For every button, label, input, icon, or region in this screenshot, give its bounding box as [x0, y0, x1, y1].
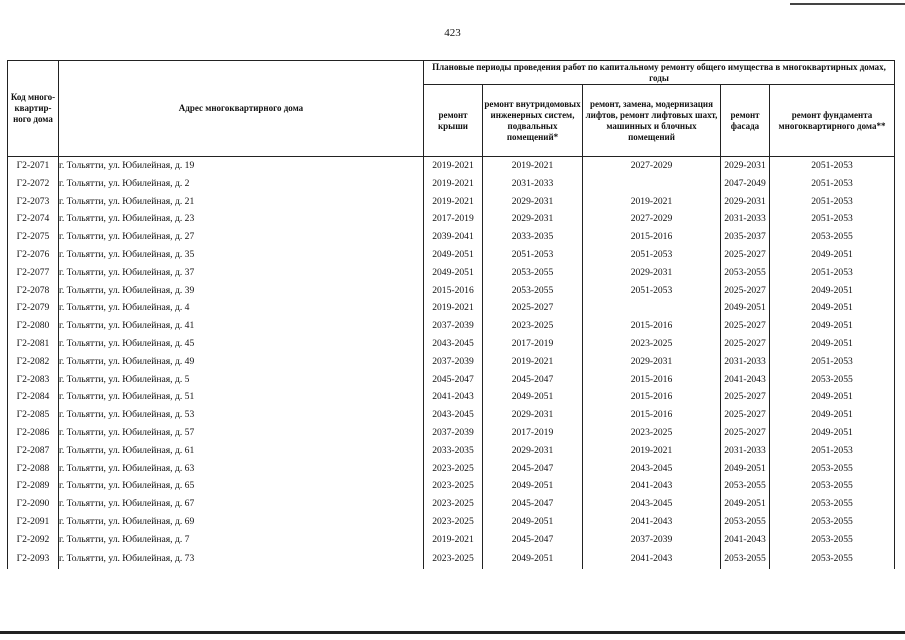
cell-roof: 2023-2025	[424, 513, 483, 531]
cell-facade: 2049-2051	[721, 299, 770, 317]
cell-foundation: 2053-2055	[770, 477, 895, 495]
cell-foundation: 2051-2053	[770, 442, 895, 460]
cell-roof: 2033-2035	[424, 442, 483, 460]
table-row	[8, 424, 895, 442]
cell-address: г. Тольятти, ул. Юбилейная, д. 39	[59, 282, 424, 300]
cell-address: г. Тольятти, ул. Юбилейная, д. 57	[59, 424, 424, 442]
cell-foundation: 2053-2055	[770, 531, 895, 549]
cell-roof: 2049-2051	[424, 246, 483, 264]
cell-facade: 2053-2055	[721, 513, 770, 531]
header-systems: ремонт внутридомовых инженерных систем, подвальных помещений*	[483, 85, 583, 157]
cell-code: Г2-2082	[8, 353, 59, 371]
cell-roof: 2043-2045	[424, 335, 483, 353]
cell-code: Г2-2088	[8, 460, 59, 478]
cell-facade: 2053-2055	[721, 264, 770, 282]
table-row	[8, 335, 895, 353]
cell-code: Г2-2089	[8, 477, 59, 495]
cell-systems: 2045-2047	[483, 460, 583, 478]
cell-foundation: 2053-2055	[770, 460, 895, 478]
cell-foundation: 2053-2055	[770, 371, 895, 389]
cell-elevators: 2043-2045	[583, 495, 721, 513]
cell-foundation: 2049-2051	[770, 246, 895, 264]
table-row	[8, 477, 895, 495]
cell-systems: 2019-2021	[483, 353, 583, 371]
table-row	[8, 531, 895, 549]
cell-systems: 2045-2047	[483, 371, 583, 389]
cell-roof: 2015-2016	[424, 282, 483, 300]
cell-systems: 2049-2051	[483, 549, 583, 569]
top-rule	[790, 3, 905, 5]
cell-foundation: 2049-2051	[770, 388, 895, 406]
cell-address: г. Тольятти, ул. Юбилейная, д. 7	[59, 531, 424, 549]
cell-code: Г2-2074	[8, 210, 59, 228]
cell-elevators: 2041-2043	[583, 477, 721, 495]
cell-elevators	[583, 175, 721, 193]
cell-address: г. Тольятти, ул. Юбилейная, д. 51	[59, 388, 424, 406]
cell-roof: 2019-2021	[424, 193, 483, 211]
cell-facade: 2025-2027	[721, 282, 770, 300]
cell-facade: 2031-2033	[721, 442, 770, 460]
table-row	[8, 228, 895, 246]
cell-elevators: 2041-2043	[583, 549, 721, 569]
cell-systems: 2017-2019	[483, 424, 583, 442]
cell-code: Г2-2075	[8, 228, 59, 246]
cell-systems: 2029-2031	[483, 442, 583, 460]
cell-code: Г2-2071	[8, 157, 59, 175]
cell-elevators: 2041-2043	[583, 513, 721, 531]
table-row	[8, 495, 895, 513]
cell-address: г. Тольятти, ул. Юбилейная, д. 5	[59, 371, 424, 389]
cell-foundation: 2051-2053	[770, 264, 895, 282]
cell-facade: 2031-2033	[721, 210, 770, 228]
table-row	[8, 549, 895, 569]
cell-elevators: 2043-2045	[583, 460, 721, 478]
cell-systems: 2049-2051	[483, 388, 583, 406]
cell-foundation: 2051-2053	[770, 210, 895, 228]
cell-code: Г2-2092	[8, 531, 59, 549]
table-row	[8, 317, 895, 335]
cell-facade: 2041-2043	[721, 371, 770, 389]
cell-roof: 2023-2025	[424, 495, 483, 513]
cell-code: Г2-2086	[8, 424, 59, 442]
cell-foundation: 2053-2055	[770, 513, 895, 531]
cell-systems: 2025-2027	[483, 299, 583, 317]
cell-elevators: 2015-2016	[583, 406, 721, 424]
cell-facade: 2031-2033	[721, 353, 770, 371]
cell-roof: 2037-2039	[424, 424, 483, 442]
cell-code: Г2-2083	[8, 371, 59, 389]
cell-code: Г2-2084	[8, 388, 59, 406]
cell-systems: 2053-2055	[483, 282, 583, 300]
cell-elevators: 2019-2021	[583, 193, 721, 211]
cell-elevators: 2051-2053	[583, 246, 721, 264]
cell-address: г. Тольятти, ул. Юбилейная, д. 23	[59, 210, 424, 228]
cell-address: г. Тольятти, ул. Юбилейная, д. 49	[59, 353, 424, 371]
table-row	[8, 299, 895, 317]
cell-address: г. Тольятти, ул. Юбилейная, д. 73	[59, 549, 424, 569]
cell-address: г. Тольятти, ул. Юбилейная, д. 19	[59, 157, 424, 175]
cell-elevators: 2029-2031	[583, 264, 721, 282]
cell-roof: 2023-2025	[424, 549, 483, 569]
cell-address: г. Тольятти, ул. Юбилейная, д. 61	[59, 442, 424, 460]
cell-roof: 2019-2021	[424, 175, 483, 193]
cell-foundation: 2053-2055	[770, 549, 895, 569]
cell-foundation: 2049-2051	[770, 299, 895, 317]
cell-systems: 2029-2031	[483, 406, 583, 424]
cell-address: г. Тольятти, ул. Юбилейная, д. 37	[59, 264, 424, 282]
cell-foundation: 2051-2053	[770, 175, 895, 193]
header-address: Адрес многоквартирного дома	[59, 61, 424, 157]
cell-roof: 2019-2021	[424, 531, 483, 549]
cell-code: Г2-2093	[8, 549, 59, 569]
cell-elevators	[583, 299, 721, 317]
cell-systems: 2029-2031	[483, 193, 583, 211]
cell-facade: 2025-2027	[721, 388, 770, 406]
cell-code: Г2-2076	[8, 246, 59, 264]
cell-facade: 2049-2051	[721, 495, 770, 513]
repair-schedule-table	[7, 60, 895, 569]
cell-address: г. Тольятти, ул. Юбилейная, д. 45	[59, 335, 424, 353]
cell-systems: 2053-2055	[483, 264, 583, 282]
table-row	[8, 193, 895, 211]
cell-address: г. Тольятти, ул. Юбилейная, д. 4	[59, 299, 424, 317]
cell-elevators: 2015-2016	[583, 317, 721, 335]
cell-roof: 2037-2039	[424, 353, 483, 371]
cell-systems: 2045-2047	[483, 495, 583, 513]
cell-roof: 2041-2043	[424, 388, 483, 406]
table-row	[8, 175, 895, 193]
cell-code: Г2-2079	[8, 299, 59, 317]
bottom-rule	[0, 631, 905, 634]
cell-elevators: 2027-2029	[583, 157, 721, 175]
table-row	[8, 513, 895, 531]
cell-systems: 2049-2051	[483, 513, 583, 531]
cell-roof: 2017-2019	[424, 210, 483, 228]
table-row	[8, 460, 895, 478]
header-roof: ремонт крыши	[424, 85, 483, 157]
cell-address: г. Тольятти, ул. Юбилейная, д. 63	[59, 460, 424, 478]
table-row	[8, 442, 895, 460]
cell-elevators: 2015-2016	[583, 228, 721, 246]
cell-systems: 2031-2033	[483, 175, 583, 193]
cell-roof: 2023-2025	[424, 477, 483, 495]
cell-roof: 2039-2041	[424, 228, 483, 246]
cell-facade: 2029-2031	[721, 193, 770, 211]
table-row	[8, 157, 895, 175]
table-header	[8, 61, 895, 157]
cell-facade: 2025-2027	[721, 335, 770, 353]
cell-code: Г2-2085	[8, 406, 59, 424]
cell-foundation: 2053-2055	[770, 228, 895, 246]
cell-code: Г2-2087	[8, 442, 59, 460]
header-elevators: ремонт, замена, модернизация лифтов, ремонт лифтовых шахт, машинных и блочных помещений	[583, 85, 721, 157]
cell-facade: 2025-2027	[721, 317, 770, 335]
cell-facade: 2047-2049	[721, 175, 770, 193]
cell-roof: 2037-2039	[424, 317, 483, 335]
cell-elevators: 2019-2021	[583, 442, 721, 460]
cell-elevators: 2027-2029	[583, 210, 721, 228]
cell-code: Г2-2073	[8, 193, 59, 211]
cell-facade: 2035-2037	[721, 228, 770, 246]
cell-code: Г2-2077	[8, 264, 59, 282]
cell-code: Г2-2078	[8, 282, 59, 300]
cell-facade: 2025-2027	[721, 246, 770, 264]
cell-systems: 2049-2051	[483, 477, 583, 495]
table-row	[8, 406, 895, 424]
cell-facade: 2025-2027	[721, 406, 770, 424]
cell-foundation: 2051-2053	[770, 157, 895, 175]
cell-roof: 2019-2021	[424, 299, 483, 317]
cell-foundation: 2053-2055	[770, 495, 895, 513]
cell-elevators: 2023-2025	[583, 424, 721, 442]
header-facade: ремонт фасада	[721, 85, 770, 157]
cell-code: Г2-2091	[8, 513, 59, 531]
cell-facade: 2049-2051	[721, 460, 770, 478]
table-row	[8, 388, 895, 406]
cell-roof: 2045-2047	[424, 371, 483, 389]
cell-foundation: 2051-2053	[770, 193, 895, 211]
cell-elevators: 2051-2053	[583, 282, 721, 300]
cell-systems: 2033-2035	[483, 228, 583, 246]
cell-roof: 2023-2025	[424, 460, 483, 478]
header-periods-title: Плановые периоды проведения работ по капитальному ремонту общего имущества в многоквартирных домах, годы	[424, 61, 895, 85]
cell-foundation: 2049-2051	[770, 406, 895, 424]
table-body	[8, 157, 895, 569]
cell-code: Г2-2090	[8, 495, 59, 513]
cell-code: Г2-2080	[8, 317, 59, 335]
cell-systems: 2019-2021	[483, 157, 583, 175]
table-row	[8, 282, 895, 300]
cell-elevators: 2037-2039	[583, 531, 721, 549]
table-row	[8, 353, 895, 371]
table-row	[8, 264, 895, 282]
cell-address: г. Тольятти, ул. Юбилейная, д. 2	[59, 175, 424, 193]
cell-foundation: 2051-2053	[770, 353, 895, 371]
cell-roof: 2043-2045	[424, 406, 483, 424]
cell-address: г. Тольятти, ул. Юбилейная, д. 69	[59, 513, 424, 531]
cell-roof: 2019-2021	[424, 157, 483, 175]
header-foundation: ремонт фундамента многоквартирного дома**	[770, 85, 895, 157]
cell-elevators: 2015-2016	[583, 388, 721, 406]
cell-elevators: 2023-2025	[583, 335, 721, 353]
cell-facade: 2053-2055	[721, 549, 770, 569]
cell-facade: 2053-2055	[721, 477, 770, 495]
cell-address: г. Тольятти, ул. Юбилейная, д. 53	[59, 406, 424, 424]
cell-foundation: 2049-2051	[770, 424, 895, 442]
cell-address: г. Тольятти, ул. Юбилейная, д. 41	[59, 317, 424, 335]
cell-facade: 2029-2031	[721, 157, 770, 175]
cell-facade: 2041-2043	[721, 531, 770, 549]
cell-facade: 2025-2027	[721, 424, 770, 442]
header-code: Код много-квартир-ного дома	[8, 61, 59, 157]
cell-foundation: 2049-2051	[770, 282, 895, 300]
cell-systems: 2045-2047	[483, 531, 583, 549]
cell-systems: 2017-2019	[483, 335, 583, 353]
cell-code: Г2-2072	[8, 175, 59, 193]
table-row	[8, 210, 895, 228]
table-row	[8, 371, 895, 389]
cell-foundation: 2049-2051	[770, 335, 895, 353]
cell-systems: 2051-2053	[483, 246, 583, 264]
page-number: 423	[444, 27, 461, 39]
cell-systems: 2029-2031	[483, 210, 583, 228]
cell-systems: 2023-2025	[483, 317, 583, 335]
table-row	[8, 246, 895, 264]
cell-address: г. Тольятти, ул. Юбилейная, д. 21	[59, 193, 424, 211]
cell-elevators: 2015-2016	[583, 371, 721, 389]
cell-elevators: 2029-2031	[583, 353, 721, 371]
cell-address: г. Тольятти, ул. Юбилейная, д. 65	[59, 477, 424, 495]
cell-roof: 2049-2051	[424, 264, 483, 282]
cell-address: г. Тольятти, ул. Юбилейная, д. 67	[59, 495, 424, 513]
cell-address: г. Тольятти, ул. Юбилейная, д. 27	[59, 228, 424, 246]
cell-foundation: 2049-2051	[770, 317, 895, 335]
cell-code: Г2-2081	[8, 335, 59, 353]
cell-address: г. Тольятти, ул. Юбилейная, д. 35	[59, 246, 424, 264]
